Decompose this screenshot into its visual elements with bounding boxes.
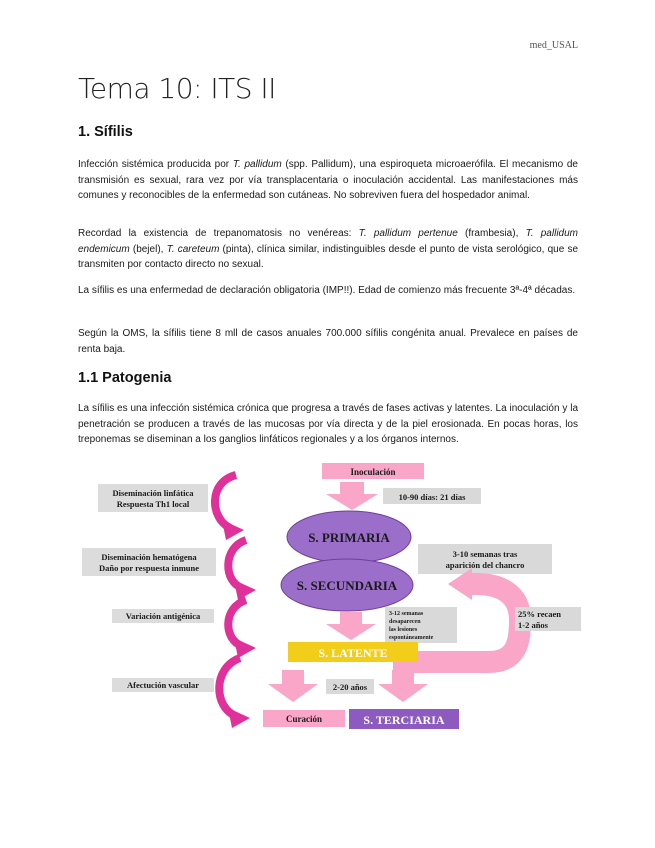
header-tag: med_USAL (529, 40, 578, 51)
incubation-label: 10-90 días: 21 días (398, 492, 466, 502)
label-lymphatic-1: Diseminación linfática (112, 488, 194, 498)
curved-arrow-2 (228, 540, 256, 600)
curved-arrow-3 (228, 600, 256, 658)
curved-arrow-4 (219, 658, 250, 728)
desaparecen-label-4: espontáneamente (389, 635, 434, 641)
desaparecen-label-1: 3-12 semanas (389, 611, 424, 617)
paragraph-treponematosis: Recordad la existencia de trepanomatosis no venéreas: T. pallidum pertenue (frambesia), T. pallidum endemicum (bejel), T. careteum (pinta), clínica similar, indistinguibles desde el punto de vista serológico, que se transmiten por contacto directo no sexual. (78, 228, 579, 270)
arrow-to-terciaria (378, 670, 428, 702)
terciaria-label: S. TERCIARIA (363, 713, 445, 727)
paragraph-definition: Infección sistémica producida por T. pallidum (spp. Pallidum), una espiroqueta microaerófila. El mecanismo de transmisión es sexual, rara vez por vía transplacentaria o inoculación accidental. Las manifestaciones más comunes y reconocibles de la enfermedad son cutáneas. No sobreviven fuera del hospedador animal. (78, 159, 578, 201)
paragraph-declaration: La sífilis es una enfermedad de declaración obligatoria (IMP!!). Edad de comienzo más frecuente 3ª-4ª décadas. (78, 285, 576, 296)
desaparecen-label-2: desaparecen (389, 619, 421, 625)
label-antigenic: Variación antigénica (125, 611, 201, 621)
curacion-label: Curación (286, 714, 322, 724)
label-hematogenous-2: Daño por respuesta inmune (98, 563, 200, 573)
anos-label: 2-20 años (332, 682, 368, 692)
label-vascular: Afectución vascular (126, 680, 200, 690)
desaparecen-label-3: las lesiones (389, 627, 418, 633)
inoculation-label: Inoculación (350, 467, 396, 477)
label-lymphatic-2: Respuesta Th1 local (116, 499, 190, 509)
latente-label: S. LATENTE (318, 646, 388, 660)
secundaria-label: S. SECUNDARIA (296, 578, 398, 593)
semanas-label-1: 3-10 semanas tras (452, 549, 518, 559)
primaria-label: S. PRIMARIA (308, 530, 390, 545)
page-title: Tema 10: ITS II (78, 72, 276, 105)
semanas-label-2: aparición del chancro (445, 560, 525, 570)
arrow-to-curacion (268, 670, 318, 702)
recaen-label-1: 25% recaen (518, 609, 562, 619)
curved-arrow-1 (215, 475, 244, 540)
arrow-to-primaria (326, 482, 378, 510)
section-heading-patogenia: 1.1 Patogenia (78, 370, 172, 386)
paragraph-oms: Según la OMS, la sífilis tiene 8 mll de casos anuales 700.000 sífilis congénita anual. Prevalece en países de renta baja. (78, 328, 578, 355)
recaen-label-2: 1-2 años (518, 620, 548, 630)
label-hematogenous-1: Diseminación hematógena (101, 552, 197, 562)
paragraph-patogenia: La sífilis es una infección sistémica crónica que progresa a través de fases activas y latentes. La inoculación y la penetración se producen a través de las mucosas por vía directa y de la piel erosionada. En pocas horas, los treponemas se diseminan a los ganglios linfáticos regionales y a los órganos internos. (78, 403, 578, 445)
arrow-to-latente (326, 612, 376, 640)
section-heading-sifilis: 1. Sífilis (78, 124, 133, 140)
